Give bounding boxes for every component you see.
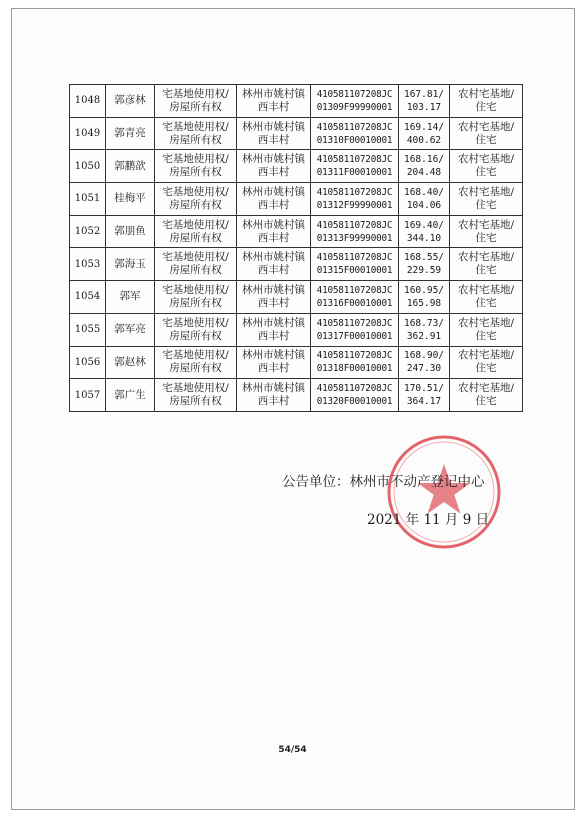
area-cell-line: 168.55/ xyxy=(403,252,445,264)
usage-cell-line: 住宅 xyxy=(475,198,497,211)
unit-code-cell-line: 01313F99990001 xyxy=(316,232,393,244)
table-row xyxy=(70,150,523,183)
owner-name-cell: 郭鹏歆 xyxy=(106,150,155,183)
location-cell-line: 林州市姚村镇 xyxy=(242,120,305,133)
usage-cell xyxy=(450,215,523,248)
registration-table xyxy=(69,84,523,412)
owner-name-cell: 郭军亮 xyxy=(106,313,155,346)
location-cell-line: 林州市姚村镇 xyxy=(242,153,305,166)
usage-cell xyxy=(450,117,523,150)
usage-cell xyxy=(450,313,523,346)
usage-cell-line: 农村宅基地/ xyxy=(457,251,515,264)
right-type-cell-line: 宅基地使用权/ xyxy=(162,382,229,395)
location-cell xyxy=(237,313,311,346)
table-row xyxy=(70,183,523,216)
table-row xyxy=(70,346,523,379)
record-number-cell: 1048 xyxy=(70,85,106,118)
unit-code-cell-line: 01309F99990001 xyxy=(316,101,393,113)
usage-cell-line: 住宅 xyxy=(475,264,497,277)
area-cell-line: 168.73/ xyxy=(403,317,445,329)
unit-code-cell-line: 410581107208JC xyxy=(316,284,393,296)
unit-code-cell xyxy=(311,313,399,346)
record-number-cell: 1051 xyxy=(70,183,106,216)
usage-cell-line: 住宅 xyxy=(475,231,497,244)
usage-cell xyxy=(450,379,523,412)
location-cell-line: 西丰村 xyxy=(257,362,290,375)
area-cell-line: 168.16/ xyxy=(403,154,445,166)
area-cell xyxy=(399,117,450,150)
unit-code-cell xyxy=(311,379,399,412)
area-cell xyxy=(399,346,450,379)
owner-name-cell: 郭彦林 xyxy=(106,85,155,118)
location-cell-line: 西丰村 xyxy=(257,100,290,113)
area-cell-line: 400.62 xyxy=(406,134,442,146)
table-row xyxy=(70,215,523,248)
right-type-cell xyxy=(155,248,237,281)
unit-code-cell-line: 01312F99990001 xyxy=(316,199,393,211)
area-cell xyxy=(399,281,450,314)
unit-code-cell-line: 01318F00010001 xyxy=(316,363,393,375)
unit-code-cell-line: 410581107208JC xyxy=(316,317,393,329)
area-cell-line: 204.48 xyxy=(406,167,442,179)
area-cell-line: 168.90/ xyxy=(403,350,445,362)
area-cell-line: 168.40/ xyxy=(403,186,445,198)
unit-code-cell-line: 410581107208JC xyxy=(316,350,393,362)
right-type-cell-line: 宅基地使用权/ xyxy=(162,349,229,362)
usage-cell-line: 住宅 xyxy=(475,100,497,113)
area-cell xyxy=(399,313,450,346)
record-number-cell: 1054 xyxy=(70,281,106,314)
usage-cell-line: 农村宅基地/ xyxy=(457,87,515,100)
location-cell-line: 林州市姚村镇 xyxy=(242,283,305,296)
right-type-cell xyxy=(155,379,237,412)
right-type-cell-line: 房屋所有权 xyxy=(169,198,222,211)
table-row xyxy=(70,117,523,150)
right-type-cell xyxy=(155,281,237,314)
area-cell-line: 170.51/ xyxy=(403,383,445,395)
area-cell-line: 103.17 xyxy=(406,101,442,113)
right-type-cell-line: 房屋所有权 xyxy=(169,133,222,146)
location-cell xyxy=(237,183,311,216)
usage-cell-line: 住宅 xyxy=(475,395,497,408)
unit-code-cell xyxy=(311,281,399,314)
location-cell-line: 西丰村 xyxy=(257,264,290,277)
owner-name-cell: 郭朋鱼 xyxy=(106,215,155,248)
unit-code-cell-line: 01315F00010001 xyxy=(316,265,393,277)
unit-code-cell-line: 01316F00010001 xyxy=(316,297,393,309)
right-type-cell-line: 宅基地使用权/ xyxy=(162,185,229,198)
right-type-cell xyxy=(155,346,237,379)
right-type-cell-line: 房屋所有权 xyxy=(169,395,222,408)
location-cell xyxy=(237,150,311,183)
unit-code-cell xyxy=(311,85,399,118)
usage-cell xyxy=(450,248,523,281)
usage-cell-line: 农村宅基地/ xyxy=(457,153,515,166)
area-cell-line: 160.95/ xyxy=(403,284,445,296)
right-type-cell xyxy=(155,117,237,150)
unit-code-cell xyxy=(311,248,399,281)
usage-cell-line: 农村宅基地/ xyxy=(457,185,515,198)
usage-cell-line: 农村宅基地/ xyxy=(457,218,515,231)
location-cell xyxy=(237,85,311,118)
owner-name-cell: 桂梅平 xyxy=(106,183,155,216)
usage-cell-line: 住宅 xyxy=(475,133,497,146)
location-cell-line: 西丰村 xyxy=(257,133,290,146)
area-cell-line: 169.40/ xyxy=(403,219,445,231)
area-cell xyxy=(399,248,450,281)
record-number-cell: 1055 xyxy=(70,313,106,346)
location-cell-line: 西丰村 xyxy=(257,231,290,244)
unit-code-cell-line: 410581107208JC xyxy=(316,186,393,198)
unit-code-cell-line: 01311F00010001 xyxy=(316,167,393,179)
record-number-cell: 1050 xyxy=(70,150,106,183)
unit-code-cell-line: 410581107208JC xyxy=(316,383,393,395)
location-cell-line: 林州市姚村镇 xyxy=(242,218,305,231)
unit-code-cell xyxy=(311,150,399,183)
area-cell xyxy=(399,183,450,216)
unit-code-cell-line: 410581107208JC xyxy=(316,154,393,166)
record-number-cell: 1057 xyxy=(70,379,106,412)
location-cell xyxy=(237,215,311,248)
location-cell-line: 林州市姚村镇 xyxy=(242,316,305,329)
right-type-cell-line: 宅基地使用权/ xyxy=(162,120,229,133)
location-cell xyxy=(237,281,311,314)
area-cell-line: 165.98 xyxy=(406,297,442,309)
area-cell-line: 344.10 xyxy=(406,232,442,244)
record-number-cell: 1056 xyxy=(70,346,106,379)
area-cell xyxy=(399,85,450,118)
area-cell-line: 169.14/ xyxy=(403,121,445,133)
usage-cell-line: 住宅 xyxy=(475,362,497,375)
usage-cell xyxy=(450,150,523,183)
unit-code-cell-line: 01317F00010001 xyxy=(316,330,393,342)
right-type-cell-line: 房屋所有权 xyxy=(169,100,222,113)
usage-cell-line: 农村宅基地/ xyxy=(457,349,515,362)
location-cell-line: 西丰村 xyxy=(257,166,290,179)
right-type-cell-line: 房屋所有权 xyxy=(169,264,222,277)
owner-name-cell: 郭军 xyxy=(106,281,155,314)
unit-code-cell-line: 410581107208JC xyxy=(316,219,393,231)
usage-cell-line: 住宅 xyxy=(475,296,497,309)
area-cell-line: 247.30 xyxy=(406,363,442,375)
location-cell-line: 林州市姚村镇 xyxy=(242,87,305,100)
area-cell-line: 362.91 xyxy=(406,330,442,342)
location-cell-line: 西丰村 xyxy=(257,198,290,211)
right-type-cell xyxy=(155,183,237,216)
unit-code-cell-line: 410581107208JC xyxy=(316,252,393,264)
location-cell xyxy=(237,379,311,412)
location-cell-line: 西丰村 xyxy=(257,395,290,408)
usage-cell xyxy=(450,85,523,118)
table-row xyxy=(70,85,523,118)
right-type-cell-line: 宅基地使用权/ xyxy=(162,153,229,166)
area-cell xyxy=(399,379,450,412)
area-cell xyxy=(399,215,450,248)
location-cell-line: 西丰村 xyxy=(257,329,290,342)
owner-name-cell: 郭广生 xyxy=(106,379,155,412)
area-cell-line: 229.59 xyxy=(406,265,442,277)
unit-code-cell xyxy=(311,215,399,248)
location-cell-line: 林州市姚村镇 xyxy=(242,251,305,264)
usage-cell-line: 农村宅基地/ xyxy=(457,283,515,296)
area-cell-line: 167.81/ xyxy=(403,88,445,100)
location-cell xyxy=(237,117,311,150)
owner-name-cell: 郭海玉 xyxy=(106,248,155,281)
usage-cell xyxy=(450,183,523,216)
right-type-cell-line: 宅基地使用权/ xyxy=(162,283,229,296)
record-number-cell: 1049 xyxy=(70,117,106,150)
record-number-cell: 1053 xyxy=(70,248,106,281)
right-type-cell-line: 房屋所有权 xyxy=(169,231,222,244)
right-type-cell-line: 宅基地使用权/ xyxy=(162,251,229,264)
usage-cell-line: 农村宅基地/ xyxy=(457,316,515,329)
location-cell-line: 林州市姚村镇 xyxy=(242,382,305,395)
area-cell xyxy=(399,150,450,183)
right-type-cell-line: 宅基地使用权/ xyxy=(162,316,229,329)
owner-name-cell: 郭赵林 xyxy=(106,346,155,379)
usage-cell xyxy=(450,281,523,314)
location-cell-line: 林州市姚村镇 xyxy=(242,349,305,362)
official-seal-stamp xyxy=(384,432,504,552)
location-cell xyxy=(237,248,311,281)
table-row xyxy=(70,379,523,412)
right-type-cell xyxy=(155,313,237,346)
usage-cell-line: 农村宅基地/ xyxy=(457,382,515,395)
unit-code-cell-line: 410581107208JC xyxy=(316,121,393,133)
usage-cell xyxy=(450,346,523,379)
unit-code-cell xyxy=(311,183,399,216)
usage-cell-line: 住宅 xyxy=(475,166,497,179)
table-row xyxy=(70,248,523,281)
right-type-cell-line: 房屋所有权 xyxy=(169,329,222,342)
unit-code-cell-line: 01310F00010001 xyxy=(316,134,393,146)
usage-cell-line: 农村宅基地/ xyxy=(457,120,515,133)
unit-code-cell-line: 410581107208JC xyxy=(316,88,393,100)
publication-date: 2021 年 11 月 9 日 xyxy=(367,512,490,528)
right-type-cell xyxy=(155,215,237,248)
location-cell-line: 西丰村 xyxy=(257,296,290,309)
location-cell-line: 林州市姚村镇 xyxy=(242,185,305,198)
unit-code-cell-line: 01320F00010001 xyxy=(316,396,393,408)
right-type-cell xyxy=(155,150,237,183)
page-number: 54/54 xyxy=(278,745,307,755)
unit-code-cell xyxy=(311,346,399,379)
owner-name-cell: 郭青亮 xyxy=(106,117,155,150)
right-type-cell-line: 房屋所有权 xyxy=(169,296,222,309)
right-type-cell xyxy=(155,85,237,118)
publisher-line: 公告单位：林州市不动产登记中心 xyxy=(282,474,485,490)
location-cell xyxy=(237,346,311,379)
right-type-cell-line: 宅基地使用权/ xyxy=(162,87,229,100)
right-type-cell-line: 房屋所有权 xyxy=(169,362,222,375)
right-type-cell-line: 房屋所有权 xyxy=(169,166,222,179)
area-cell-line: 104.06 xyxy=(406,199,442,211)
unit-code-cell xyxy=(311,117,399,150)
area-cell-line: 364.17 xyxy=(406,396,442,408)
table-row xyxy=(70,313,523,346)
usage-cell-line: 住宅 xyxy=(475,329,497,342)
table-row xyxy=(70,281,523,314)
record-number-cell: 1052 xyxy=(70,215,106,248)
right-type-cell-line: 宅基地使用权/ xyxy=(162,218,229,231)
